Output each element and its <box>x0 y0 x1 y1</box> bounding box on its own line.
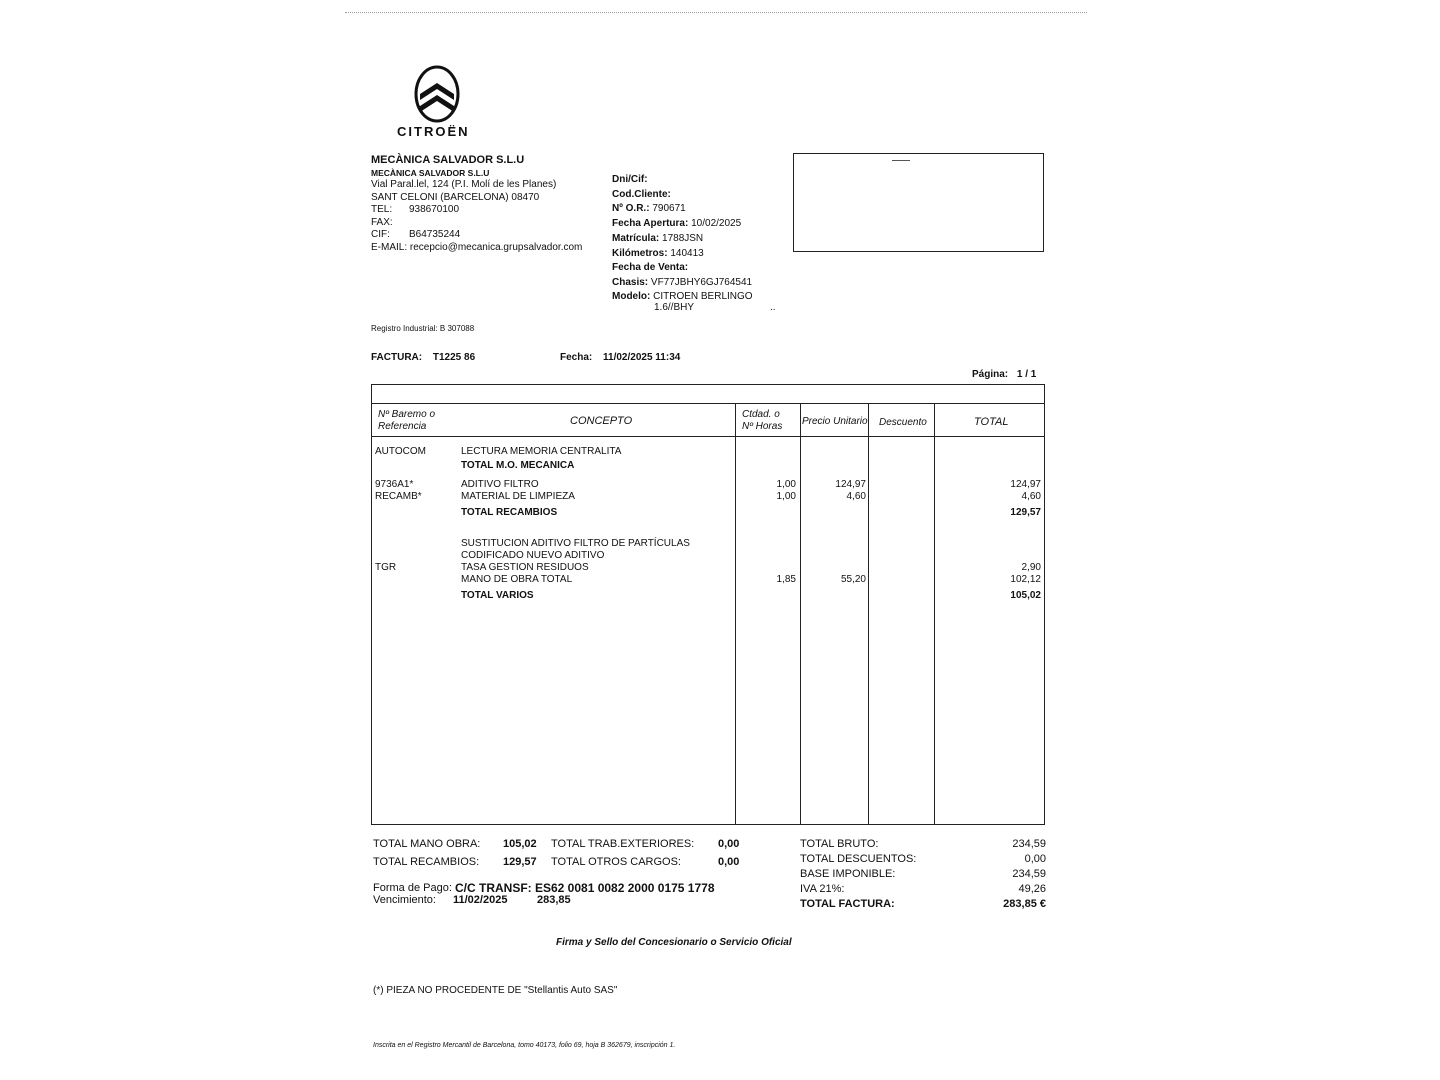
column-divider <box>934 404 935 824</box>
row-total: 2,90 <box>1021 562 1041 573</box>
bruto-label: TOTAL BRUTO: <box>800 838 879 850</box>
invoice-table <box>371 384 1045 825</box>
scan-top-edge <box>345 12 1087 13</box>
citroen-chevrons-icon <box>408 64 466 124</box>
fecha-label: Fecha: <box>560 352 593 363</box>
venta-label: Fecha de Venta: <box>612 262 689 274</box>
factura-label: FACTURA: <box>371 352 423 363</box>
base-label: BASE IMPONIBLE: <box>800 868 896 880</box>
modelo-value-2: 1.6//BHY <box>654 301 695 313</box>
invoice-date <box>560 352 680 363</box>
base-value: 234,59 <box>1012 868 1046 880</box>
row-concept: TOTAL VARIOS <box>461 590 534 601</box>
cif-label: CIF: <box>371 229 390 240</box>
km-label: Kilómetros: <box>612 247 668 259</box>
mano-obra-value: 105,02 <box>503 838 537 850</box>
bruto-value: 234,59 <box>1012 838 1046 850</box>
row-reference: 9736A1* <box>375 479 414 490</box>
row-total: 102,12 <box>1010 574 1041 585</box>
vehicle-block <box>612 173 776 313</box>
row-concept: TOTAL RECAMBIOS <box>461 507 558 518</box>
cif-value: B64735244 <box>409 229 461 240</box>
matricula-value: 1788JSN <box>662 232 704 244</box>
fax-label: FAX: <box>371 216 393 228</box>
descuentos-value: 0,00 <box>1024 853 1046 865</box>
row-reference: RECAMB* <box>375 491 422 502</box>
table-divider <box>372 436 1044 437</box>
trab-ext-value: 0,00 <box>718 838 740 850</box>
registro-industrial: Registro Industrial: B 307088 <box>371 324 475 333</box>
vencimiento-date: 11/02/2025 <box>453 894 508 906</box>
vencimiento-amount: 283,85 <box>537 894 571 906</box>
invoice-number <box>371 352 475 363</box>
table-divider <box>372 403 1044 404</box>
row-price: 4,60 <box>846 491 866 502</box>
or-value: 790671 <box>652 203 686 215</box>
recambios-value: 129,57 <box>503 856 537 868</box>
row-total: 124,97 <box>1010 479 1041 490</box>
pagina-value: 1 / 1 <box>1016 369 1037 380</box>
modelo-label: Modelo: <box>612 290 651 302</box>
registro-mercantil-footer: Inscrita en el Registro Mercantil de Barcelona, tomo 40173, folio 69, hoja B 362679, inscripción 1. <box>373 1042 676 1049</box>
column-divider <box>735 404 736 824</box>
cod-cliente-label: Cod.Cliente: <box>612 188 671 200</box>
tel-label: TEL: <box>371 204 393 215</box>
row-reference: TGR <box>375 562 397 573</box>
apertura-label: Fecha Apertura: <box>612 218 689 230</box>
forma-pago-label: Forma de Pago: <box>373 882 452 894</box>
row-total: 4,60 <box>1021 491 1041 502</box>
iva-label: IVA 21%: <box>800 883 845 895</box>
otros-label: TOTAL OTROS CARGOS: <box>551 856 681 868</box>
chasis-label: Chasis: <box>612 276 649 288</box>
dni-label: Dni/Cif: <box>612 174 648 185</box>
company-subname: MECÀNICA SALVADOR S.L.U <box>371 167 490 178</box>
trab-ext-label: TOTAL TRAB.EXTERIORES: <box>551 838 695 850</box>
header-referencia: Nº Baremo o Referencia <box>378 409 436 432</box>
or-label: Nº O.R.: <box>612 203 650 215</box>
row-concept: MANO DE OBRA TOTAL <box>461 574 573 585</box>
modelo-dots: .. <box>770 301 776 313</box>
firma-sello: Firma y Sello del Concesionario o Servicio Oficial <box>556 937 792 948</box>
iva-value: 49,26 <box>1018 883 1046 895</box>
email-value: recepcio@mecanica.grupsalvador.com <box>409 241 583 253</box>
header-cantidad: Ctdad. o Nº Horas <box>742 409 783 432</box>
row-concept: ADITIVO FILTRO <box>461 479 539 490</box>
row-concept: CODIFICADO NUEVO ADITIVO <box>461 550 605 561</box>
company-address-1: Vial Paral.lel, 124 (P.I. Molí de les Planes) <box>371 179 557 190</box>
column-divider <box>868 404 869 824</box>
row-concept: TOTAL M.O. MECANICA <box>461 460 575 471</box>
apertura-value: 10/02/2025 <box>691 218 742 230</box>
row-quantity: 1,00 <box>776 491 796 502</box>
row-reference: AUTOCOM <box>375 446 426 457</box>
pagina-label: Página: <box>972 369 1009 380</box>
total-factura-value: 283,85 € <box>1003 898 1046 910</box>
row-concept: LECTURA MEMORIA CENTRALITA <box>461 446 622 457</box>
tel-value: 938670100 <box>409 204 460 215</box>
total-factura-label: TOTAL FACTURA: <box>800 898 895 910</box>
forma-pago-value: C/C TRANSF: ES62 0081 0082 2000 0175 1778 <box>455 881 715 895</box>
header-concepto: CONCEPTO <box>570 415 633 427</box>
page-indicator <box>972 369 1036 380</box>
header-descuento: Descuento <box>879 417 927 428</box>
km-value: 140413 <box>670 247 704 259</box>
factura-value: T1225 86 <box>432 352 476 363</box>
email-label: E-MAIL: <box>371 241 408 253</box>
row-concept: SUSTITUCION ADITIVO FILTRO DE PARTÍCULAS <box>461 538 690 549</box>
company-name: MECÀNICA SALVADOR S.L.U <box>371 154 525 166</box>
column-divider <box>800 404 801 824</box>
company-address-2: SANT CELONI (BARCELONA) 08470 <box>371 191 540 203</box>
row-price: 55,20 <box>840 574 866 585</box>
row-quantity: 1,85 <box>776 574 796 585</box>
row-concept: TASA GESTION RESIDUOS <box>461 562 589 573</box>
row-quantity: 1,00 <box>776 479 796 490</box>
descuentos-label: TOTAL DESCUENTOS: <box>800 853 917 865</box>
brand-name: CITROËN <box>397 124 470 139</box>
header-total: TOTAL <box>974 416 1009 428</box>
chasis-value: VF77JBHY6GJ764541 <box>650 276 753 288</box>
fecha-value: 11/02/2025 11:34 <box>603 352 681 363</box>
otros-value: 0,00 <box>718 856 740 868</box>
row-total: 105,02 <box>1010 590 1041 601</box>
pieza-note: (*) PIEZA NO PROCEDENTE DE "Stellantis Auto SAS" <box>373 985 618 996</box>
row-price: 124,97 <box>835 479 866 490</box>
recambios-label: TOTAL RECAMBIOS: <box>373 856 480 868</box>
row-total: 129,57 <box>1010 507 1041 518</box>
modelo-value-1: CITROEN BERLINGO <box>653 290 753 302</box>
mano-obra-label: TOTAL MANO OBRA: <box>373 838 481 850</box>
matricula-label: Matrícula: <box>612 232 660 244</box>
header-precio: Precio Unitario <box>802 416 868 427</box>
company-block <box>371 154 582 254</box>
vencimiento-label: Vencimiento: <box>373 894 436 906</box>
row-concept: MATERIAL DE LIMPIEZA <box>461 491 575 502</box>
redacted-mark <box>892 160 910 161</box>
client-address-box <box>793 153 1044 252</box>
